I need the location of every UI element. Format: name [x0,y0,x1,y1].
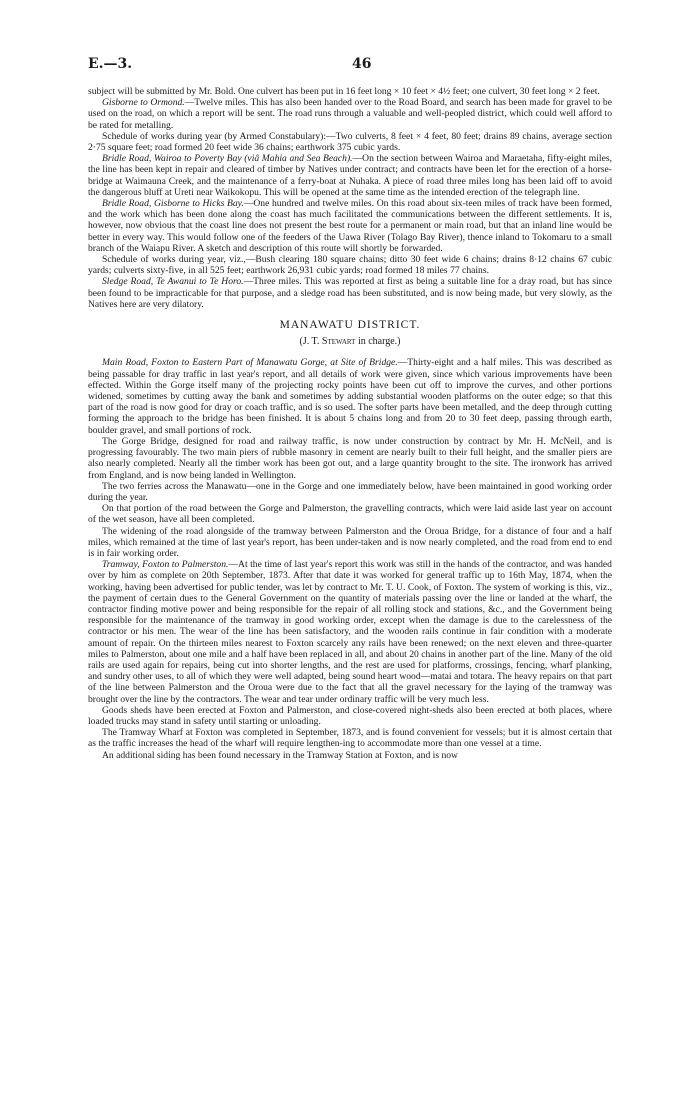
district-heading: MANAWATU DISTRICT. [279,319,421,332]
section-text: —Twelve miles. This has also been handed over to the Road Board, and search has been made for gravel to be used on the road, on which a report will be sent. The road runs through a valuable and well-peopled district, which could well afford to be rated for metalling. [88,97,612,131]
section-heading: Sledge Road, Te Awanui to Te Horo. [102,276,244,288]
paragraph: An additional siding has been found necessary in the Tramway Station at Foxton, and is now [102,749,458,761]
paragraph: The Tramway Wharf at Foxton was completed in September, 1873, and is found convenient for vessels; but it is almost certain that as the traffic increases the head of the wharf will require lengthen-ing to accommodate more than one vessel at a time. [88,727,612,750]
document-reference: E.—3. [88,56,133,72]
section-paragraph [88,357,612,435]
paragraph: The Gorge Bridge, designed for road and railway traffic, is now under construction by contract by Mr. H. McNeil, and is progressing favourably. The two main piers of rubble masonry in cement are nearly built to their full height, and the smaller piers are also nearly completed. Nearly all the timber work has been got out, and a large quantity brought to the site. The ironwork has arrived from England, and is now being landed in Wellington. [88,435,612,481]
paragraph: The two ferries across the Manawatu—one in the Gorge and one immediately below, have been maintained in good working order during the year. [88,480,612,503]
section-heading: Bridle Road, Wairoa to Poverty Bay (viâ Mahia and Sea Beach). [102,153,353,165]
section-heading: Tramway, Foxton to Palmerston. [102,559,229,571]
charge-prefix: (J. T. [299,336,322,348]
section-paragraph [88,559,612,705]
section-paragraph [88,276,612,310]
paragraph: The widening of the road alongside of the tramway between Palmerston and the Oroua Bridge, for a distance of four and a half miles, which remained at the time of last year's report, has been under-taken and is now nearly completed, and the road from end to end is in fair working order. [88,525,612,559]
charge-name: Stewart [321,336,356,348]
paragraph: Goods sheds have been erected at Foxton and Palmerston, and close-covered night-sheds also been erected at both places, where loaded trucks may stand in safety until starting or unloading. [88,704,612,727]
page-header [88,56,612,80]
section-paragraph [88,97,612,131]
document-body [88,86,612,761]
paragraph: On that portion of the road between the Gorge and Palmerston, the gravelling contracts, which were laid aside last year on account of the wet season, have all been completed. [88,503,612,526]
district-charge-line [88,336,612,347]
section-paragraph [88,153,612,198]
section-heading: Gisborne to Ormond. [102,97,185,109]
section-text: —Three miles. This was reported at first as being a suitable line for a dray road, but has since been found to be impracticable for that purpose, and a sledge road has been substituted, and is now being made, but very slowly, as the Natives here are very dilatory. [88,276,612,310]
section-heading: Main Road, Foxton to Eastern Part of Manawatu Gorge, at Site of Bridge. [102,357,398,369]
paragraph: subject will be submitted by Mr. Bold. One culvert has been put in 16 feet long × 10 feet × 4½ feet; one culvert, 30 feet long × 2 feet. [88,86,600,97]
section-heading: Bridle Road, Gisborne to Hicks Bay. [102,198,244,210]
section-text: —One hundred and twelve miles. On this road about six-teen miles of track have been formed, and the work which has been done along the coast has much facilitated the communications between the different settlements. It is, however, now obvious that the coast line does not present the best route for a permanent or main road, but that an inland line would be better in every way. This would follow one of the feeders of the Uawa River (Tolago Bay River), thence inland to Tokomaru to a small branch of the Waiapu River. A sketch and description of this route will shortly be forwarded. [88,198,612,254]
paragraph: Schedule of works during year (by Armed Constabulary):—Two culverts, 8 feet × 4 feet, 80 feet; drains 89 chains, average section 2·75 square feet; road formed 20 feet wide 36 chains; earthwork 375 cubic yards. [88,130,612,154]
paragraph: Schedule of works during year, viz.,—Bush clearing 180 square chains; ditto 30 feet wide 6 chains; drains 8·12 chains 67 cubic yards; culverts sixty-five, in all 525 feet; earthwork 26,931 cubic yards; road formed 18 miles 77 chains. [88,254,612,277]
section-text: —At the time of last year's report this work was still in the hands of the contractor, and was handed over by him as complete on 20th September, 1873. After that date it was worked for general traffic up to 16th May, 1874, when the working, having been advertised for public tender, was let by contract to Mr. T. U. Cook, of Foxton. The system of working is this, viz., the payment of certain dues to the General Government on the quantity of materials passing over the line or landed at the wharf, the contractor finding motive power and being responsible for the repair of all rolling stock and stations, &c., and the Government being responsible for the maintenance of the tramway in good working order, except when the damage is due to the carelessness of the contractor or his men. The wear of the line has been satisfactory, and the wooden rails continue in fair condition with a moderate amount of repair. On the thirteen miles nearest to Foxton scarcely any rails have been renewed; on the next eleven and three-quarter miles to Palmerston, about one mile and a half have been replaced in all, and about 20 chains in another part of the line. Many of the old rails are used again for repairs, being cut into shorter lengths, and the rest are used for platforms, crossings, fencing, wharf planking, and sundry other uses, to all of which they were well adapted, being sound heart wood—matai and totara. The heavy repairs on that part of the line between Palmerston and the Oroua were due to the fact that all the gravel necessary for the laying of the tramway was brought over the line by the contractors. The wear and tear under ordinary traffic will be very much less. [88,559,612,705]
section-text: —Thirty-eight and a half miles. This was described as being passable for dray traffic in last year's report, and all details of work were given, since which various improvements have been effected. Within the Gorge itself many of the projecting rocky points have been cut off to improve the curves, and other portions widened, sometimes by cutting away the bank and sometimes by adding substantial wooden platforms on the outer edge; so that this part of the road is now good for dray or coach traffic, and is so used. The softer parts have been metalled, and the deep through cutting forming the approach to the bridge has been finished. It is about 5 chains long and from 20 to 30 feet deep, passing through earth, boulder gravel, and small portions of rock. [88,357,612,436]
section-text: —On the section between Wairoa and Maraetaha, fifty-eight miles, the line has been kept in repair and cleared of timber by Natives under contract; and contracts have been let for the erection of a horse-bridge at Waimauna Creek, and the maintenance of a ferry-boat at Nuhaka. A piece of road three miles long has been laid off to avoid the dangerous bluff at Ureti near Waikokopu. This will be opened at the same time as the intended erection of the telegraph line. [88,153,612,198]
section-paragraph [88,198,612,254]
charge-suffix: in charge.) [355,336,401,348]
page-number: 46 [352,56,372,72]
